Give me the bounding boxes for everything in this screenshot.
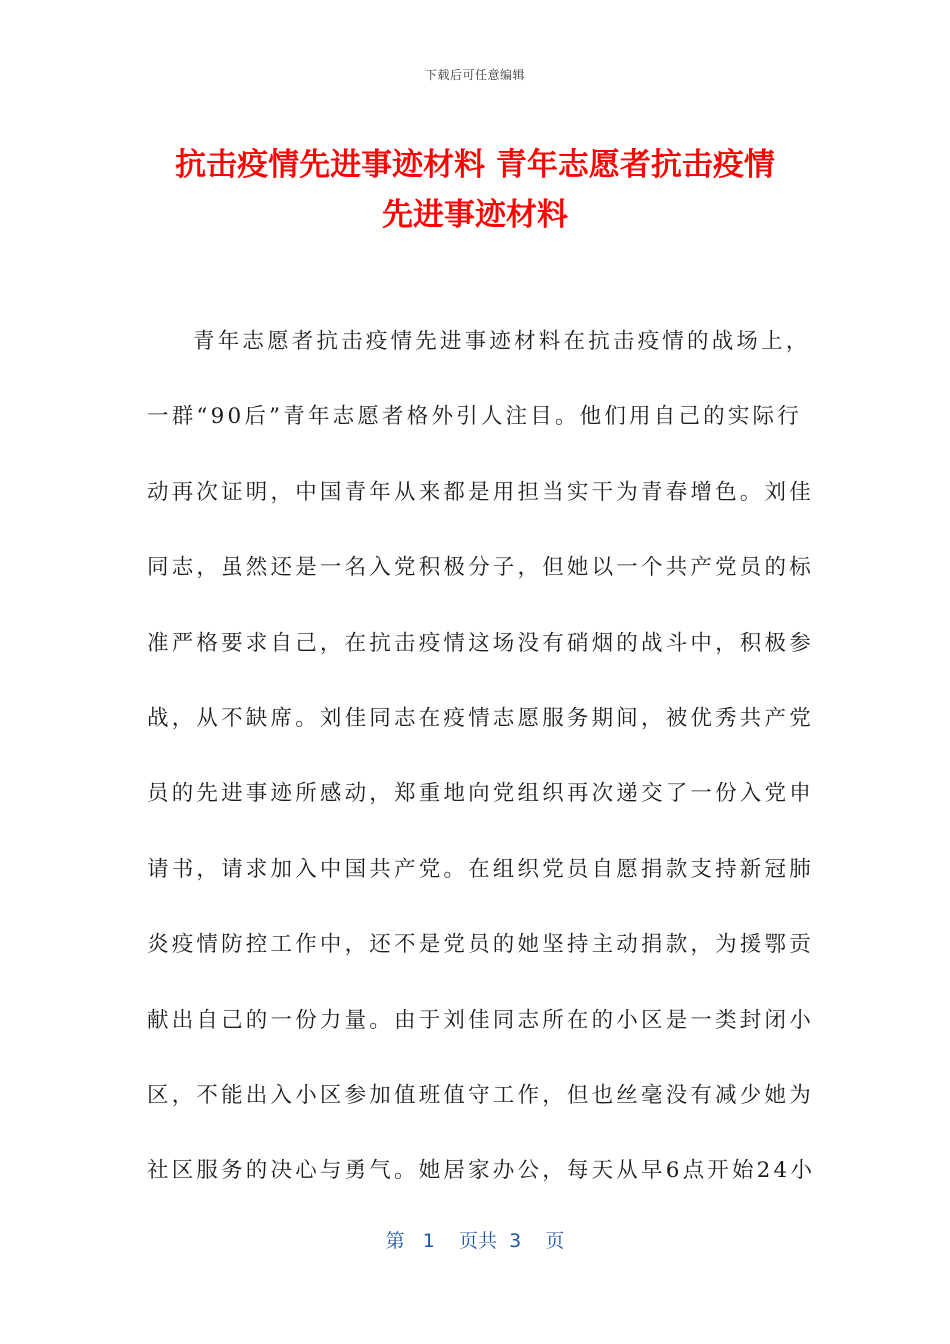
footer-total-pages: 3 <box>509 1230 522 1252</box>
body-line: 同志，虽然还是一名入党积极分子，但她以一个共产党员的标 <box>147 555 814 581</box>
document-title <box>130 140 820 240</box>
body-line: 社区服务的决心与勇气。她居家办公，每天从早6点开始24小 <box>147 1158 816 1184</box>
header-note: 下载后可任意编辑 <box>424 68 525 82</box>
footer-middle: 页共 <box>459 1230 498 1252</box>
body-line: 动再次证明，中国青年从来都是用担当实干为青春增色。刘佳 <box>147 479 814 505</box>
footer-prefix: 第 <box>385 1230 405 1252</box>
footer-suffix: 页 <box>545 1230 565 1252</box>
body-line: 炎疫情防控工作中，还不是党员的她坚持主动捐款，为援鄂贡 <box>147 932 814 958</box>
page-footer <box>0 1226 950 1253</box>
body-paragraph <box>147 320 816 1225</box>
body-line: 青年志愿者抗击疫情先进事迹材料在抗击疫情的战场上， <box>193 329 811 354</box>
body-line: 请书，请求加入中国共产党。在组织党员自愿捐款支持新冠肺 <box>147 856 814 882</box>
body-line: 一群“90后”青年志愿者格外引人注目。他们用自己的实际行 <box>147 404 802 430</box>
body-line: 战，从不缺席。刘佳同志在疫情志愿服务期间，被优秀共产党 <box>147 705 814 731</box>
title-line-1: 抗击疫情先进事迹材料 青年志愿者抗击疫情 <box>175 147 775 183</box>
body-line: 准严格要求自己，在抗击疫情这场没有硝烟的战斗中，积极参 <box>147 630 814 656</box>
title-line-2: 先进事迹材料 <box>382 197 568 233</box>
body-line: 区，不能出入小区参加值班值守工作，但也丝毫没有减少她为 <box>147 1082 814 1108</box>
footer-current-page: 1 <box>422 1230 435 1252</box>
body-line: 献出自己的一份力量。由于刘佳同志所在的小区是一类封闭小 <box>147 1007 814 1033</box>
body-line: 员的先进事迹所感动，郑重地向党组织再次递交了一份入党申 <box>147 781 814 807</box>
